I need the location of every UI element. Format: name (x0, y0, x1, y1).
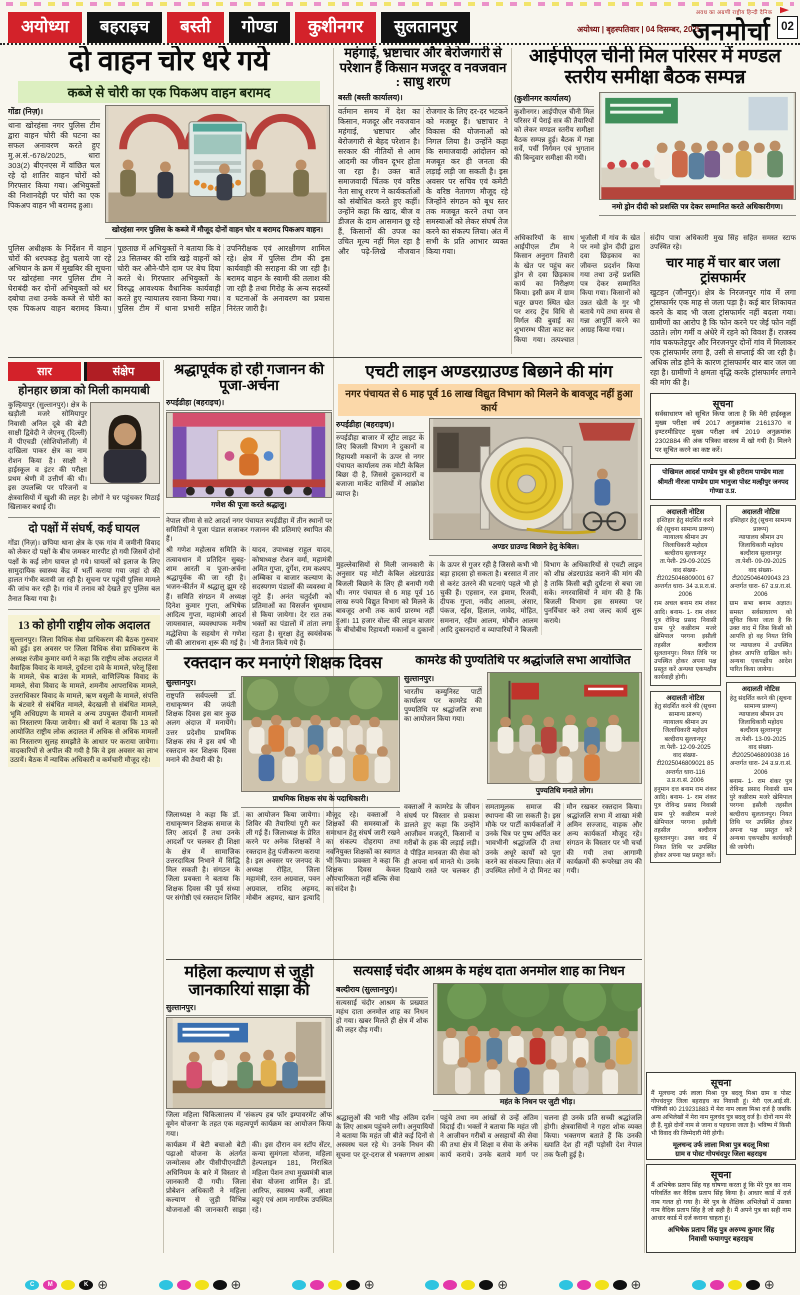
section-rule (166, 649, 642, 650)
notice-title: अदालती नोटिस (666, 509, 705, 517)
article-subhead: नगर पंचायत से 6 माह पूर्व 16 लाख विद्युत विभाग को मिलने के बावजूद नहीं हुआ कार्य (338, 384, 640, 416)
sankshep-title: संक्षेप (84, 362, 160, 381)
sar-item-headline: होनहार छात्रा को मिली कामयाबी (18, 385, 150, 397)
dateline: रुपईडीहा (बहराइच)। (166, 398, 332, 411)
header-rule (0, 43, 800, 45)
photo-teachers-group (241, 676, 400, 792)
article-body: मुहल्लेवासियों से मिली जानकारी के अनुसार यह मोटी केबिल अंडरग्राउंड बिजली बिछाने के लिए ही बनायी गयी थी। नगर पंचायत से 6 माह पूर्व 16 लाख रुपये विद्युत विभाग को मिलने के बावजूद अभी तक कार्य प्रारम्भ नहीं हुआ। 11 हजार वोल्ट की लाइन बाजार के बीचोबीच रिहायशी मकानों व दुकानों के ऊपर से गुजर रही है जिससे कभी भी बड़ा हादसा हो सकता है। बरसात में तार से करंट उतरने की घटनाएं पहले भी हो चुकी हैं। एहसान, रज इमाम, रिजवी, दीपक गुप्ता, नवीद आलम, अंसार, पंकज, रईस, हिलाल, जावेद, मोहित, समनान, रहीम आलम, मोबीन आलम आदि दुकानदारों व व्यापारियों ने बिजली विभाग के अधिकारियों से एचटी लाइन को शीघ्र अंडरग्राउंड कराने की मांग की है ताकि किसी बड़ी दुर्घटना से बचा जा सके। नगरवासियों ने मांग की है कि बिजली विभाग इस समस्या पर पुनर्विचार करे तथा जल्द कार्य शुरू कराये। (336, 562, 642, 634)
notice-court: न्यायालय श्रीमान उप जिलाधिकारी महोदय बल्दीराय सुल्तानपुर (738, 711, 783, 735)
sar-item-clash (8, 523, 160, 604)
photo-ashram-crowd (433, 983, 642, 1095)
photo-caption: अण्डर ग्राउण्ड बिछाने हेतु केबिल। (429, 540, 642, 556)
legal-notice (726, 682, 797, 854)
notice-title: सूचना (710, 1078, 732, 1089)
column-rule (163, 360, 164, 1253)
notice-body: मैं अभिषेक प्रताप सिंह यह घोषणा करता हूं कि मेरे पुत्र का नाम परिवर्तित कर वैदिक प्रताप सिंह किया है। आधार कार्ड में दर्ज नाम गलत हो गया है। मेरे पुत्र के शैक्षिक अभिलेखों में उसका नाम वैदिक प्रताप सिंह है जो सही है। मैं अपने पुत्र का सही नाम आधार कार्ड में दर्ज कराना चाहता हूं। (651, 1182, 791, 1223)
notice-peshi: ता.पेशी- 29-09-2025 (659, 558, 711, 566)
notice-case: वाद संख्या- टी2025046809038 16 (732, 743, 790, 760)
cyan-dot (25, 1280, 39, 1290)
sar-item-lok-adalat (8, 615, 160, 768)
print-bleed-dots (6, 2, 794, 6)
notice-peshi: ता.पेशी- 09-09-2025 (735, 558, 787, 566)
cmyk-letter: M (47, 1281, 53, 1288)
article-ipl-meeting (514, 46, 796, 230)
edition-dateline: अयोध्या | बृहस्पतिवार | 04 दिसम्बर, 2025 (577, 25, 702, 34)
notice-body: राम अचल बनाम राम शंकर आदि। बनाम- 1- राम शंकर पुत्र रोविन्द्र प्रसाद निवासी ग्राम पुरे कछीराम मजरे खेमिपाल परगना इसौली तहसील बल्दीराय सुलतानपुर। नियत तिथि पर उपस्थित होकर अपना पक्ष प्रस्तुत करें अन्यथा एकपक्षीय कार्यवाही होगी। (654, 600, 717, 682)
photo-comrade-gathering (487, 672, 642, 784)
article-headline: महिला कल्याण से जुड़ी जानकारियां साझा की (184, 964, 314, 1000)
red-flag-icon (780, 7, 789, 16)
tab-kushinagar: कुशीनगर (295, 12, 376, 43)
notice-title: अदालती नोटिस (666, 694, 705, 702)
notice-peshi: ता.पेशी- 13-09-2025 (735, 735, 787, 743)
photo-ipl-meeting (599, 92, 796, 200)
sar-item-body: सुल्तानपुर। जिला विधिक सेवा प्राधिकरण की बैठक गुरुवार को हुई। इस अवसर पर जिला विधिक सेवा प्राधिकरण के अध्यक्ष रंजीव कुमार वर्मा ने कहा कि राष्ट्रीय लोक अदालत में वैवाहिक विवाद के मामले, दुर्घटना दावे के मामले, घरेलू हिंसा के मामले, चेक बाउंस के मामले, वाणिज्यिक विवाद के मामले, सेवा विवाद के मामले, शमनीय आपराधिक मामले, उत्तराधिकार विवाद के मामले, ऋण वसूली के मामले, संपत्ति के बंटवारे से संबंधित मामले, बेदखली से संबंधित मामले, भूमि अधिग्रहण के मामले व अन्य उपयुक्त दीवानी मामलों का निस्तारण किया जायेगा। श्री वर्मा ने बताया कि 13 को आयोजित राष्ट्रीय लोक अदालत में अधिक से अधिक मामलों का निस्तारण सुलह समझौते के आधार पर कराया जायेगा। वादकारियों से अपील की गयी है कि वे इस अवसर का लाभ उठायें। बैठक में न्यायिक अधिकारी व कर्मचारी मौजूद रहे। (10, 637, 158, 765)
notice-case: वाद संख्या- टी2025046809021 85 (656, 752, 714, 768)
notice-title: अदालती नोटिस (741, 686, 780, 694)
article-body: कार्यक्रम में बेटी बचाओ बेटी पढ़ाओ योजना के अंतर्गत जन्मोत्सव और पीसीपीएनडीटी अधिनियम के बारे में विस्तार से जानकारी दी गयी। जिला प्रोबेशन अधिकारी ने महिला कल्याण से जुड़ी विभिन्न योजनाओं की जानकारी साझा की। इस दौरान वन स्टॉप सेंटर, कन्या सुमंगला योजना, महिला हेल्पलाइन 181, निराश्रित महिला पेंशन तथा मुख्यमंत्री बाल सेवा योजना शामिल है। डॉ. आरिफ, स्वास्थ्य कर्मी, आशा बहुएं एवं आम नागरिक उपस्थित रहे। (166, 1141, 332, 1214)
suchna-box-mulchand (646, 1072, 796, 1160)
tab-gonda: गोण्डा (229, 12, 291, 43)
magenta-dot (43, 1280, 57, 1290)
registration-marks (0, 1278, 800, 1291)
tab-bahraich: बहराइच (87, 12, 162, 43)
yellow-dot (61, 1280, 75, 1290)
registration-cross-icon: ⊕ (97, 1277, 109, 1292)
article-lead: नेपाल सीमा से सटे आदर्श नगर पंचायत रुपईडीहा में तीन स्थानों पर समितियों ने पूजा पंडाल सजाकर गजानन की प्रतिमाएं स्थापित की हैं। (166, 517, 332, 544)
article-lead: भारतीय कम्युनिस्ट पार्टी कार्यालय पर कामरेड की पुण्यतिथि पर श्रद्धांजलि सभा का आयोजन किया गया। (404, 688, 482, 724)
article-headline: आईपीएल चीनी मिल परिसर में मण्डल स्तरीय समीक्षा बैठक सम्पन्न (528, 46, 782, 89)
notice-case: वाद संख्या- टी2025046809001 67 (656, 566, 714, 582)
notice-signature-address: ग्राम व पोस्ट गोपचंदपुर जिला बहराइच (675, 1150, 767, 1158)
tab-ayodhya: अयोध्या (8, 12, 82, 43)
photo-ganesh-pandal (166, 412, 332, 498)
article-headline-transformer: चार माह में चार बार जला ट्रांसफार्मर (666, 255, 780, 286)
right-rail (650, 234, 796, 1068)
article-body: वर्तमान समय में देश का किसान, मजदूर और नवजवान महंगाई, भ्रष्टाचार और बेरोजगारी से बेहद परेशान है। सरकार की नीतियों से आम आदमी का जीवन दूभर होता जा रहा है। उक्त बातें समाजवादी चिंतक एवं वरिष्ठ नेता साधू शरण ने कार्यकर्ताओं को संबोधित करते हुए कहीं। उन्होंने कहा कि खाद, बीज व डीजल के दाम आसमान छू रहे हैं, किसानों की उपज का उचित मूल्य नहीं मिल रहा है और पढ़े-लिखे नौजवान रोजगार के लिए दर-दर भटकने को मजबूर हैं। भ्रष्टाचार ने विकास की योजनाओं को निगल लिया है। उन्होंने कहा कि समाजवादी आंदोलन को मजबूत कर ही जनता की लड़ाई लड़ी जा सकती है। इस अवसर पर सचिव एवं कमेटी के वरिष्ठ नेतागण मौजूद रहे जिन्होंने संगठन को बूथ स्तर तक मजबूत करने तथा जन समस्याओं को लेकर संघर्ष तेज करने का संकल्प लिया। अंत में सभी के प्रति आभार व्यक्त किया गया। (338, 107, 508, 257)
article-mahant-nidhan (336, 964, 642, 1253)
article-headline: दो वाहन चोर धरे गये (68, 46, 270, 77)
article-headline: महंगाई, भ्रष्टाचार और बेरोजगारी से परेशान हैं किसान मजदूर व नवजवान : साधु शरण (339, 46, 507, 90)
article-vehicle-thieves (8, 46, 330, 354)
article-lead: राष्ट्रपति सर्वपल्ली डॉ. राधाकृष्णन की जयंती शिक्षक दिवस इस बार कुछ अलग अंदाज में मनायेंगे। उत्तर प्रदेशीय प्राथमिक शिक्षक संघ ने इस वर्ष भी रक्तदान कर शिक्षक दिवस मनाने की तैयारी की है। (166, 692, 236, 765)
article-ht-line (336, 362, 642, 646)
divider (8, 517, 160, 518)
notice-box-suchna-small (650, 393, 796, 459)
photo-police-pickup (105, 105, 330, 223)
notice-dhara: अन्तर्गत धारा- 67 उ.प्र.रा.सं. 2006 (729, 583, 792, 599)
article-gajanan-puja (166, 362, 332, 646)
notice-sub: हेतु संदर्शित करने की (सूचना सामान्य प्रारूप) (729, 694, 792, 710)
tab-sultanpur: सुलतानपुर (381, 12, 470, 43)
sar-title: सार (8, 362, 81, 381)
dateline: रुपईडीहा (बहराइच)। (336, 420, 424, 433)
photo-caption: गणेश की पूजा करते श्रद्धालु। (166, 498, 332, 514)
notice-court: न्यायालय श्रीमान उप जिलाधिकारी महोदय बल्दीराय सुल्तानपुर (663, 533, 708, 558)
section-rule (166, 959, 642, 960)
dateline: बल्दीराय (सुल्तानपुर)। (336, 985, 428, 998)
photo-student-girl (90, 402, 160, 484)
notice-dhara: अन्तर्गत धारा- 34 उ.प्र.रा.सं. 2006 (654, 583, 717, 599)
dateline: बस्ती (बस्ती कार्यालय)। (338, 93, 508, 106)
masthead-logo: जनमोर्चा (691, 19, 771, 46)
sar-item-body: कुल्हियापुर (सुल्तानपुर)। क्षेत्र के खड़ौली मजरे सोमियापुर निवासी अनिल दूबे की बेटी साक्षी द्विवेदी ने जेएनयू (दिल्ली) में पीएचडी (सोशियोलॉजी) में दाखिला पाकर क्षेत्र का नाम रोशन किया है। साक्षी ने हाईस्कूल व इंटर की परीक्षा प्रथम श्रेणी में उत्तीर्ण की थी। इस उपलब्धि पर परिजनों व क्षेत्रवासियों में खुशी की लहर है। लोगों ने घर पहुंचकर मिठाई खिलाकर बधाई दी। (8, 402, 160, 511)
dateline: सुल्तानपुर। (166, 1003, 332, 1016)
photo-mahila-event (166, 1017, 332, 1109)
page-number-box (777, 16, 798, 39)
photo-cable-reel (429, 418, 642, 540)
column-rule (644, 232, 645, 1253)
column-rule (333, 48, 334, 1253)
notice-signature: अभिषेक प्रताप सिंह पुत्र अरुण्य कुमार सिंह (667, 1226, 775, 1234)
notice-signature-address: निवासी फयागपुर बहराइच (688, 1236, 754, 1244)
photo-caption: पुण्यतिथि मनाते लोग। (487, 784, 642, 800)
notice-title: सूचना (712, 399, 734, 410)
legal-notices (650, 505, 796, 864)
suchna-box-abhishek (646, 1164, 796, 1253)
divider (8, 609, 160, 610)
sar-sankshep-column (8, 362, 160, 1253)
article-headline: श्रद्धापूर्वक हो रही गजानन की पूजा-अर्चना (173, 362, 325, 395)
article-body: अधिकारियों के साथ आईपीएल टीम ने किसान अनुराग तिवारी के खेत पर पहुंच कर ड्रोन से दवा छिड़काव कार्य का निरीक्षण किया। इसी क्रम में ग्राम चतुर छपरा स्थित खेत पर शरद ट्रेंच विधि से मिर्गल की बुवाई का शुभारम्भ फीता काट कर किया गया। तत्पश्चात भूजौली में गांव के खेत पर नमो ड्रोन दीदी द्वारा दवा छिड़काव का जीवन्त प्रदर्शन किया गया तथा उन्हें प्रशस्ति पत्र देकर सम्मानित किया गया। किसानों को उन्नत खेती के गुर भी बताये गये तथा समय से गन्ना आपूर्ति करने का आग्रह किया गया। (514, 235, 640, 344)
legal-notice (726, 505, 797, 677)
notice-body: हनुमान दत्त बनाम राम शंकर आदि। बनाम- 1- राम शंकर पुत्र रोविन्द्र प्रसाद निवासी ग्राम पुरे कछीराम मजरे खेमिपाल परगना इसौली तहसील बल्दीराय सुलतानपुर। उक्त वाद में नियत तिथि पर उपस्थित होकर अपना पक्ष प्रस्तुत करें। (654, 786, 717, 859)
photo-caption: महंत के निधन पर जुटी भीड़। (433, 1095, 642, 1111)
cmyk-group: ⊕ (692, 1278, 775, 1291)
notice-sub: इश्तिहार हेतु संदर्शित करने की (सूचना सामान्य प्रारूप) (656, 517, 715, 533)
notice-pokhimal: पोखिमल आदर्श पाण्डेय पुत्र श्री हरीराम पाण्डेय माता श्रीमती नीरजा पाण्डेय ग्राम भानुजा पोस्ट मल्हीपुर जनपद गोण्डा उ.प्र. (650, 464, 796, 500)
article-blood-donation (166, 654, 400, 956)
notice-title: सूचना (710, 1170, 732, 1181)
notice-sub: हेतु संदर्शित करने की (सूचना सामान्य प्रारूप) (654, 702, 717, 719)
notice-sub: इश्तिहार हेतु (सूचना सामान्य प्रारूप) (730, 517, 792, 533)
article-lead: सत्यसाईं चंदौर आश्रम के प्रख्यात महंथ दाता अनमोल शाह का निधन हो गया। खबर मिलते ही क्षेत्र में शोक की लहर दौड़ गयी। (336, 999, 428, 1035)
notice-court: न्यायालय श्रीमान उप जिलाधिकारी महोदय बल्दीराय सुल्तानपुर (738, 533, 783, 558)
dateline: (कुशीनगर कार्यालय) (514, 94, 594, 107)
article-body: जिलाध्यक्ष ने कहा कि डॉ. राधाकृष्णन शिक्षक समाज के लिए आदर्श हैं तथा उनके आदर्शों पर चलकर ही शिक्षा के क्षेत्र में सामाजिक उत्तरदायित्व निभाने में सिद्धि मिल सकती है। संगठन के जिला प्रवक्ता ने बताया कि शिक्षक दिवस की पूर्व संध्या पर संगोष्ठी एवं रक्तदान शिविर का आयोजन किया जायेगा। शिविर की तैयारियां पूरी कर ली गई हैं। जिलाध्यक्ष के प्रेरित करने पर अनेक शिक्षकों ने रक्तदान हेतु पंजीकरण कराया है। इस अवसर पर जनपद के अध्यक्ष रोहित, जिला महामंत्री, रतन अग्रवाल, पवन अग्रवाल, राशिद अहमद, मोबीन अहमद, खान इत्यादि मौजूद रहे। वक्ताओं ने शिक्षकों की समस्याओं के समाधान हेतु संघर्ष जारी रखने का संकल्प दोहराया तथा नवनियुक्त शिक्षकों का स्वागत भी किया। प्रवक्ता ने कहा कि शिक्षक दिवस केवल औपचारिकता नहीं बल्कि सेवा का संदेश है। (166, 811, 400, 902)
notice-case: वाद संख्या- टी2025046409043 23 (732, 566, 790, 582)
article-body-transformer: खुटहन (जौनपुर)। क्षेत्र के निरजनपुर गांव में लगा ट्रांसफार्मर एक माह से जला पड़ा है। कई बार शिकायत करने के बाद भी जला ट्रांसफार्मर नहीं बदला गया। ग्रामीणों का आरोप है कि फोन करने पर जेई फोन नहीं उठाते। लोग गर्मी व अंधेरे में रहने को विवश हैं। राजस्व गांव चकफतेहपुर और निरजनपुर दोनों गांव में मिलाकर एक ट्रांसफार्मर लगा है, उसी से सप्लाई की जा रही है। अधिक लोड होने के कारण ट्रांसफार्मर बार बार जल जा रहा है। ग्रामीणों ने क्षमता वृद्धि करके ट्रांसफार्मर लगाने की मांग की है। (650, 287, 796, 387)
notice-dhara: अन्तर्गत धारा- 24 उ.प्र.रा.सं. 2006 (729, 760, 792, 776)
legal-notice (650, 691, 721, 863)
district-tabs (8, 12, 470, 43)
section-rule (8, 357, 642, 358)
sar-item-body: गोंडा (निज़)। छपिया थाना क्षेत्र के एक गांव में जमीनी विवाद को लेकर दो पक्षों के बीच जमकर मारपीट हो गयी जिसमें दोनों पक्षों के कई लोग घायल हो गये। घायलों को इलाज के लिए सामुदायिक स्वास्थ्य केंद्र में भर्ती कराया गया जहां दो की हालत गंभीर बतायी जा रही है। सूचना पर पहुंची पुलिस मामले की जांच कर रही है। गांव में तनाव को देखते हुए पुलिस बल तैनात किया गया है। (8, 540, 160, 603)
article-body: श्रद्धालुओं की भारी भीड़ अंतिम दर्शन के लिए आश्रम पहुंचने लगी। अनुयायियों ने बताया कि महंत जी बीते कई दिनों से अस्वस्थ चल रहे थे। उनके निधन की सूचना पर दूर-दराज से भक्तगण आश्रम पहुंचे तथा नम आंखों से उन्हें अंतिम विदाई दी। भक्तों ने बताया कि महंत जी ने आजीवन गरीबों व असहायों की सेवा की तथा क्षेत्र में शिक्षा व सेवा के अनेक कार्य कराये। उनके बताये मार्ग पर चलना ही उनके प्रति सच्ची श्रद्धांजलि होगी। क्षेत्रवासियों ने गहरा शोक व्यक्त किया। भक्तगण बताते हैं कि उनकी ख्याति देश ही नहीं पड़ोसी देश नेपाल तक फैली हुई है। (336, 1114, 642, 1159)
article-body: श्री गणेश महोत्सव समिति के तत्वावधान में प्रतिदिन सुबह-शाम आरती व पूजा-अर्चना श्रद्धापूर्वक की जा रही है। भजन-कीर्तन में श्रद्धालु झूम रहे हैं। समिति संगठन में अध्यक्ष दिनेश कुमार गुप्ता, अभिषेक आदित्य गुप्ता, महामंत्री आदर्श जायसवाल, व्यवस्थापक मनीष मद्धेशिया के सहयोग से गणेश जी की आराधना शुरू की गई है। यादव, उपाध्यक्ष राहुल यादव, कोषाध्यक्ष रोशन वर्मा, महामंत्री अमित गुप्ता, दुर्गेश, राम कश्यप, अम्बिका व बाजार कल्याण के सदस्यगण पंडालों की व्यवस्था में जुटे हैं। अनंत चतुर्दशी को प्रतिमाओं का विसर्जन धूमधाम से किया जायेगा। देर रात तक भक्तों का पंडालों में तांता लगा रहता है। सुरक्षा हेतु स्वयंसेवक भी तैनात किये गये हैं। (166, 547, 332, 646)
column-rule (511, 48, 512, 354)
article-headline: सत्यसाईं चंदौर आश्रम के महंथ दाता अनमोल शाह का निधन (353, 964, 625, 978)
notice-body: मैं मूलचन्द उर्फ लाला मिश्रा पुत्र बदलू मिश्रा ग्राम व पोस्ट गोपचंदपुर जिला बहराइच का निवासी हूं। मेरी एल.आई.सी. पॉलिसी सं0 219231883 में मेरा नाम लाला मिश्रा दर्ज है जबकि अन्य अभिलेखों में मेरा नाम मूलचंद पुत्र बदलू दर्ज है। दोनों नाम मेरे ही हैं, मुझे दोनों नाम से जाना व पहचाना जाता है। भविष्य में किसी भी विवाद की जिम्मेदारी मेरी होगी। (651, 1091, 791, 1138)
notice-body: बनाम- 1- राम शंकर पुत्र रोविन्द्र प्रसाद निवासी ग्राम पुरे कछीराम मजरे खेमिपाल परगना इसौली तहसील बल्दीराय सुलतानपुर। नियत तिथि पर उपस्थित होकर अपना पक्ष प्रस्तुत करें अन्यथा एकपक्षीय कार्यवाही की जायेगी। (729, 777, 792, 851)
notice-dhara: अन्तर्गत धारा-116 उ.प्र.रा.सं. 2006 (665, 768, 706, 784)
photo-caption: नमो ड्रोन दीदी को प्रशस्ति पत्र देकर सम्मानित करते अधिकारीगण। (599, 200, 796, 216)
cmyk-group: ⊕ (292, 1278, 375, 1291)
notice-court: न्यायालय श्रीमान उप जिलाधिकारी महोदय बल्दीराय सुल्तानपुर (663, 719, 708, 743)
sar-item-student (8, 385, 160, 512)
cmyk-group: ⊕ (159, 1278, 242, 1291)
dateline: सुल्तानपुर। (404, 674, 482, 687)
article-headline: रक्तदान कर मनाएंगे शिक्षक दिवस (183, 654, 383, 672)
article-mahila-kalyan (166, 964, 332, 1253)
article-ipl-continuation (514, 234, 640, 354)
photo-caption: प्राथमिक शिक्षक संघ के पदाधिकारी। (241, 792, 400, 808)
notice-signature: मूलचन्द उर्फ लाला मिश्रा पुत्र बदलू मिश्रा (672, 1141, 770, 1149)
ipl-tail-text: संदीप पात्रा अधिकारी मुख सिंह सहित समस्त स्टाफ उपस्थित रहे। (650, 235, 796, 252)
article-comrade-tribute (404, 654, 642, 956)
sar-item-headline: 13 को होगी राष्ट्रीय लोक अदालत (17, 619, 151, 632)
legal-notice (650, 505, 721, 686)
cmyk-group: ⊕ (425, 1278, 508, 1291)
notice-peshi: ता.पेशी- 12-09-2025 (659, 743, 711, 751)
cmyk-letter: C (30, 1281, 35, 1288)
cmyk-group: ⊕ (559, 1278, 642, 1291)
notice-title: अदालती नोटिस (741, 509, 780, 517)
article-lead: थाना खोरहंसा नगर पुलिस टीम द्वारा वाहन चोरी की घटना का सफल अनावरण करते हुए मु.अ.सं.-678/2025, धारा 303(2) बीएनएस में वांछित चल रहे दो शातिर वाहन चोरों को गिरफ्तार किया गया। अभियुक्तों की निशानदेही पर चोरी का एक पिकअप वाहन भी बरामद हुआ। (8, 120, 100, 210)
notice-body: सर्वसाधारण को सूचित किया जाता है कि मेरी हाईस्कूल मुख्य परीक्षा वर्ष 2017 अनुक्रमांक 2161370 व इण्टरमीडिएट मुख्य परीक्षा वर्ष 2019 अनुक्रमांक 2302884 की अंक पत्रिका वास्तव में खो गयी है। मिलने पर सूचित करने का कष्ट करें। (655, 411, 791, 454)
article-lead: रुपईडीहा बाजार में स्ट्रीट लाइट के लिए बिजली विभाग ने दुकानों व रिहायशी मकानों के ऊपर से नगर पंचायत कार्यालय तक मोटी केबिल बिछा दी है, जिससे दुकानदारों व बजाजा मार्केट वासियों में आक्रोश व्याप्त है। (336, 435, 424, 498)
tab-basti: बस्ती (167, 12, 223, 43)
page-number: 02 (781, 21, 794, 33)
article-body: वक्ताओं ने कामरेड के जीवन संघर्ष पर विस्तार से प्रकाश डालते हुए कहा कि उन्होंने आजीवन मजदूरों, किसानों व गरीबों के हक की लड़ाई लड़ी। वे पीड़ित मानवता की सेवा को ही अपना धर्म मानते थे। उनके दिखाये रास्ते पर चलकर ही समतामूलक समाज की स्थापना की जा सकती है। इस मौके पर पार्टी कार्यकर्ताओं ने उनके चित्र पर पुष्प अर्पित कर भावभीनी श्रद्धांजलि दी तथा उनके अधूरे कार्यों को पूरा करने का संकल्प लिया। अंत में उपस्थित लोगों ने दो मिनट का मौन रखकर रक्तदान किया। श्रद्धांजलि सभा में शाखा मंत्री अमिन सज्जाद, वाहक और अन्य कार्यकर्ता मौजूद रहे। संगठन के विस्तार पर भी चर्चा की गयी तथा आगामी कार्यक्रमों की रूपरेखा तय की गयी। (404, 803, 642, 876)
masthead-tagline: अवध का अग्रणी राष्ट्रीय हिन्दी दैनिक (695, 10, 773, 16)
photo-caption: खोरहंसा नगर पुलिस के कब्जे में मौजूद दोनों वाहन चोर व बरामद पिकअप वाहन। (105, 223, 330, 239)
black-dot (79, 1280, 93, 1290)
cmyk-letter: K (84, 1281, 89, 1288)
dateline: सुल्तानपुर। (166, 678, 236, 691)
article-headline: एचटी लाइन अण्डरग्राउण्ड बिछाने की मांग (365, 362, 613, 381)
article-headline: कामरेड की पुण्यतिथि पर श्रद्धांजलि सभा आयोजित (415, 654, 631, 667)
sar-sankshep-header (8, 362, 160, 381)
sar-item-headline: दो पक्षों में संघर्ष, कई घायल (28, 523, 140, 536)
article-subhead: कब्जे से चोरी का एक पिकअप वाहन बरामद (18, 81, 320, 103)
cmyk-group (25, 1278, 108, 1291)
article-lead: जिला महिला चिकित्सालय में 'संकल्प हब फॉर इम्पावरमेंट ऑफ वूमेन योजना' के तहत एक महत्वपूर्ण कार्यक्रम का आयोजन किया गया। (166, 1112, 332, 1138)
article-body: पुलिस अधीक्षक के निर्देशन में वाहन चोरों की धरपकड़ हेतु चलाये जा रहे अभियान के क्रम में मुखबिर की सूचना पर खोरहंसा नगर पुलिस टीम ने घेराबंदी कर दोनों अभियुक्तों को धर दबोचा तथा उनके कब्जे से चोरी का एक पिकअप वाहन बरामद किया। पूछताछ में अभियुक्तों ने बताया कि वे 23 सितम्बर की रात्रि खड़े वाहनों को चोरी कर औने-पौने दाम पर बेच दिया करते थे। गिरफ्तार अभियुक्तों के विरुद्ध आवश्यक वैधानिक कार्यवाही करते हुए न्यायालय रवाना किया गया। पुलिस टीम में थाना प्रभारी सहित उपनिरीक्षक एवं आरक्षीगण शामिल रहे। क्षेत्र में पुलिस टीम की इस कार्यवाही की सराहना की जा रही है। बरामद वाहन के स्वामी की तलाश की जा रही है तथा गिरोह के अन्य सदस्यों व घटनाओं के अनावरण का प्रयास निरंतर जारी है। (8, 243, 330, 313)
dateline: गोंडा (निज़)। (8, 107, 100, 120)
article-lead: कुशीनगर। आईपीएल चीनी मिल परिसर में पेराई सत्र की तैयारियों को लेकर मण्डल स्तरीय समीक्षा बैठक सम्पन्न हुई। बैठक में गन्ना सर्वे, पर्ची निर्गमन एवं भुगतान की बिन्दुवार समीक्षा की गयी। (514, 108, 594, 163)
notice-body: ग्राम सभा बनाम अज्ञात। समस्त सर्वसाधारण को सूचित किया जाता है कि उक्त वाद में जिस किसी को आपत्ति हो वह नियत तिथि पर न्यायालय में उपस्थित होकर आपत्ति दाखिल करे। अन्यथा एकपक्षीय आदेश पारित किया जायेगा। (729, 600, 792, 674)
article-mahangai (338, 46, 508, 354)
